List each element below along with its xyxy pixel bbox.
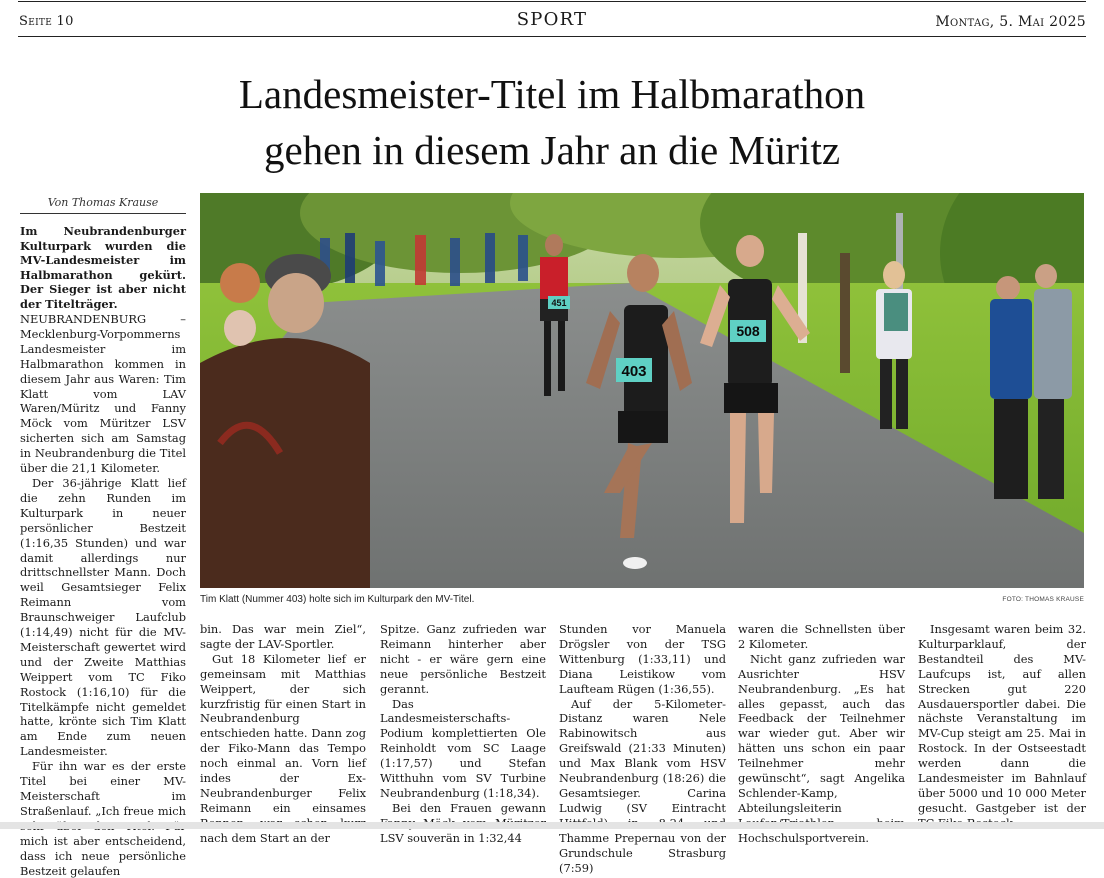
page-number: Seite 10 (19, 14, 74, 29)
bib-508: 508 (736, 323, 760, 339)
paragraph: Insgesamt waren beim 32. Kulturparklauf, der Bestandteil des MV-Laufcups ist, auf allen Strecken gut 220 Ausdauersportler dabei. Die nächste Veranstaltung im MV-Cup steigt am 25. Mai in Rostock. In der Ostseestadt werden dann die Landesmeister im Bahnlauf über 5000 und 10 000 Meter gesucht. Gastgeber ist der (918, 622, 1086, 815)
text-column-2 (200, 622, 366, 846)
paragraph: Nicht ganz zufrieden war Ausrichter HSV Neubrandenburg. „Es hat alles gepasst, auch das Feedback der Teilnehmer war wieder gut. Aber wir hätten uns schon ein paar Teilnehmer mehr gewünscht“, sagt Angelika Schlender-Kamp, Abteilungsleiterin Hochschulsportverein. (738, 651, 905, 845)
page-bottom-band (0, 822, 1104, 829)
bib-403: 403 (621, 363, 647, 380)
paragraph: Der 36-jährige Klatt lief die zehn Runden im Kulturpark in neuer persönlicher Bestzeit (1:16,35 Stunden) und war damit allerdings nur drittschnellster Mann. Doch weil Gesamtsieger Felix Reimann vom Braunschweiger Laufclub (1:14,49) nicht für die MV-Meisterschaft gewertet wird und der Zweite Matthias Weippert vom TC Fiko Rostock (1:16,10) für die Titelkämpfe nicht gemeldet hatte, krönte sich Tim Klatt am Ende zum neuen Landesmeister. (20, 475, 186, 759)
text-column-6 (918, 622, 1086, 831)
article-headline (100, 66, 1004, 178)
text-column-3 (380, 622, 546, 846)
header-top-rule (18, 1, 1086, 2)
article-photo (200, 193, 1084, 588)
byline: Von Thomas Krause (47, 196, 159, 209)
paragraph: Das Landesmeisterschafts-Podium komplettierten Ole Reinholdt vom SC Laage (1:17,57) und Stefan Witthuhn vom SV Turbine Neubrandenburg (1:18,34). (380, 696, 546, 800)
paragraph: Stunden vor Manuela Drögsler von der TSG Wittenburg (1:33,11) und Diana Leistikow vom Laufteam Rügen (1:36,55). (559, 622, 726, 696)
bib-451: 451 (551, 298, 567, 308)
issue-date: Montag, 5. Mai 2025 (935, 14, 1086, 30)
text-column-1 (20, 312, 186, 878)
section-title: SPORT (516, 9, 588, 30)
paragraph: bin. Das war mein Ziel“, sagte der LAV-Sportler. (200, 622, 366, 651)
race-photo-illustration (200, 193, 1084, 588)
photo-caption: Tim Klatt (Nummer 403) holte sich im Kulturpark den MV-Titel. (200, 594, 475, 605)
text-column-4 (559, 622, 726, 875)
byline-rule (20, 213, 186, 214)
header-bottom-rule (18, 36, 1086, 37)
article-lead: Im Neubrandenburger Kulturpark wurden die MV-Landesmeister im Halbmarathon gekürt. Der Sieger ist aber nicht der Titelträger. (20, 224, 186, 311)
page-header (0, 0, 1104, 36)
paragraph: waren die Schnellsten über 2 Kilometer. (738, 622, 905, 651)
headline-line-1: Landesmeister-Titel im Halbmarathon (238, 71, 866, 117)
paragraph: Für ihn war es der erste Titel bei einer MV-Meisterschaft im Straßenlauf. „Ich freue mich mich ist aber entscheidend, dass ich neue persönliche Bestzeit gelaufen (20, 759, 186, 878)
photo-credit: FOTO: THOMAS KRAUSE (1002, 596, 1084, 603)
text-column-5 (738, 622, 905, 846)
paragraph: Auf der 5-Kilometer-Distanz waren Nele Rabinowitsch aus Greifswald (21:33 Minuten) und Max Blank vom HSV Neubrandenburg (18:26) die Gesamtsieger. Carina Ludwig (SV Eintracht Thamme Prepernau von der Grundschule Strasburg (7:59) (559, 696, 726, 875)
headline-line-2: gehen in diesem Jahr an die Müritz (263, 127, 841, 173)
paragraph: Bei den Frauen gewann LSV souverän in 1:32,44 (380, 800, 546, 845)
paragraph: Spitze. Ganz zufrieden war Reimann hinterher aber nicht - er wäre gern eine neue persönliche Bestzeit gerannt. (380, 622, 546, 696)
paragraph: Gut 18 Kilometer lief er gemeinsam mit Matthias Weippert, der sich kurzfristig für einen Start in Neubrandenburg entschieden hatte. Dann zog der Fiko-Mann das Tempo noch einmal an. Vorn lief indes der Ex-Neubrandenburger Felix Reimann ein einsames nach dem Start an der (200, 651, 366, 845)
paragraph: NEUBRANDENBURG – Mecklenburg-Vorpommerns Landesmeister im Halbmarathon kommen in diesem Jahr aus Waren: Tim Klatt vom LAV Waren/Müritz und Fanny Möck vom Müritzer LSV sicherten sich am Samstag in Neubrandenburg die Titel über die 21,1 Kilometer. (20, 312, 186, 476)
